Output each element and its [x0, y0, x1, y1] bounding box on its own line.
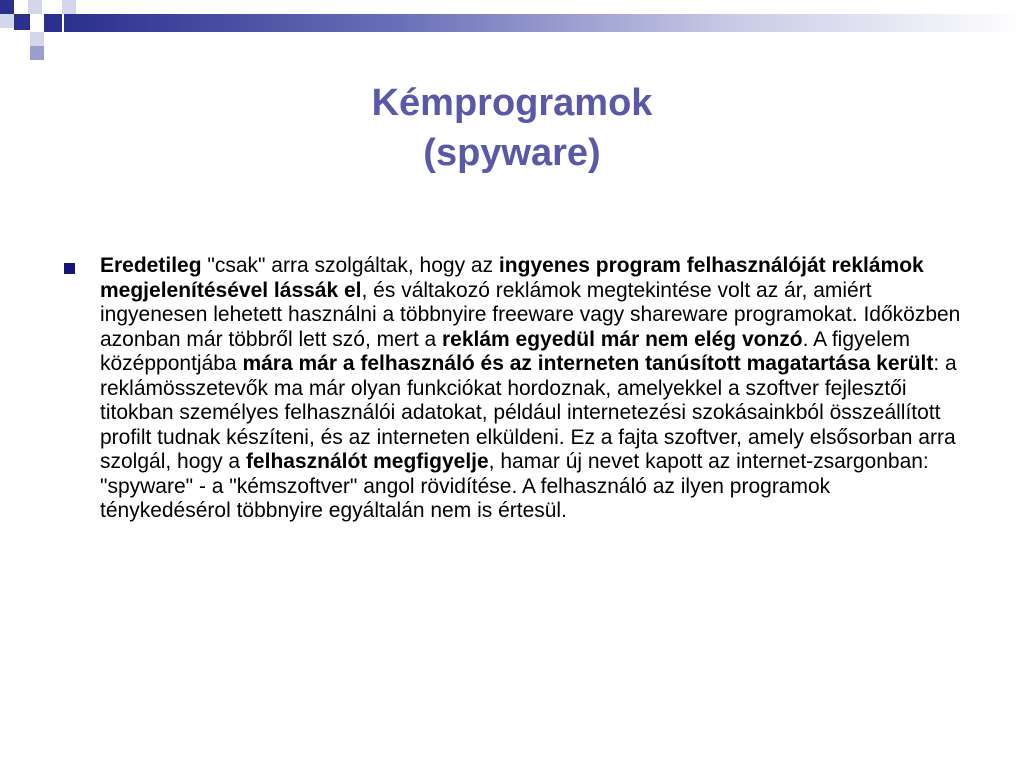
square-bullet-icon [64, 263, 75, 274]
title-line-2: (spyware) [423, 132, 601, 174]
text-run: "csak" arra szolgáltak, hogy az [201, 254, 499, 277]
slide-title [0, 78, 1024, 178]
text-run: : a reklámösszetevők ma már olyan funkciókat hordoznak, amelyekkel a szoftver fejlesztői titokban személyes felhasználói adatokat, például internetezési szokásainkból összeállított profilt tudnak készíteni, és az interneten elküldeni. Ez a fajta szoftver, amely elsősorban arra szolgál, hogy a [100, 352, 957, 473]
deco-square [44, 32, 58, 46]
header-gradient-bar [64, 14, 1024, 32]
text-run: , és váltakozó reklámok megtekintése volt az ár, amiért ingyenesen lehetett használni a többnyire freeware vagy shareware programokat. Időközben azonban már többről lett szó, mert a [100, 278, 961, 351]
header-decoration [0, 0, 1024, 64]
slide-body [62, 254, 962, 524]
deco-square [30, 46, 44, 60]
deco-square [30, 32, 44, 46]
bold-text-run: felhasználót megfigyelje [245, 450, 489, 473]
bold-text-run: reklám egyedül már nem elég vonzó [442, 327, 803, 351]
deco-square [14, 14, 30, 30]
bold-text-run: ingyenes program felhasználóját reklámok megjelenítésével lássák el [100, 254, 924, 302]
bullet-paragraph [100, 254, 962, 524]
text-run: , hamar új nevet kapott az internet-zsargonban: "spyware" - a "kémszoftver" angol rövidítése. A felhasználó az ilyen programok ténykedésérol többnyire egyáltalán nem is értesül. [100, 450, 929, 522]
bold-text-run: mára már a felhasználó és az interneten tanúsított magatartása került [242, 352, 934, 375]
deco-square [0, 14, 14, 28]
bold-text-run: Eredetileg [100, 254, 202, 277]
deco-square [14, 0, 28, 14]
deco-square [44, 14, 62, 32]
deco-square [28, 0, 42, 14]
deco-square [62, 0, 76, 14]
title-line-1: Kémprogramok [371, 82, 653, 124]
text-run: . A figyelem középpontjába [100, 327, 911, 375]
deco-square [0, 0, 14, 14]
